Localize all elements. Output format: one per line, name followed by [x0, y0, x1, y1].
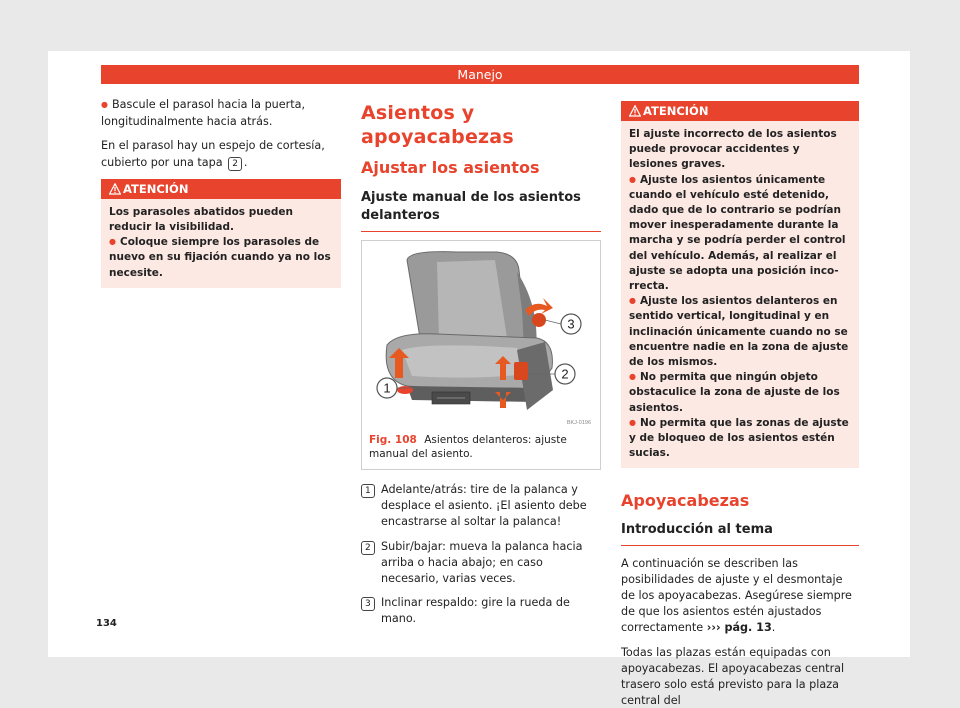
instruction-bullet: ● Bascule el parasol hacia la puerta, longitudinalmente hacia atrás.: [101, 97, 341, 130]
section-title: Apoyacabezas: [621, 491, 750, 511]
warning-intro: El ajuste incorrecto de los asientos puede provocar accidentes y lesiones graves.: [629, 128, 837, 171]
callout-2: 2: [560, 366, 569, 382]
warning-triangle-icon: [109, 183, 121, 195]
step-item: [361, 595, 601, 627]
column-middle: [361, 101, 601, 636]
paragraph-text: En el parasol hay un espejo de cortesía, cubierto por una tapa: [101, 139, 325, 169]
column-left: [101, 97, 341, 288]
figure-code: BKJ-0196: [566, 420, 591, 426]
figure-box: [361, 240, 601, 470]
paragraph-mirror: [101, 138, 341, 170]
callout-badge: 2: [228, 157, 242, 171]
section-header: Manejo: [101, 65, 859, 84]
subsection-title: Introducción al tema: [621, 522, 859, 545]
warning-bullet: ● No permita que ningún objeto obstaculice la zona de ajuste de los asientos.: [629, 370, 851, 416]
warning-body: [621, 121, 859, 468]
warning-triangle-icon: [629, 105, 641, 117]
step-item: [361, 539, 601, 588]
warning-box: [621, 101, 859, 468]
section-title: Ajustar los asientos: [361, 158, 540, 177]
paragraph-text: A continuación se describen las posibilidades de ajuste y el desmontaje de los apoyacabezas. Asegúrese siempre de que los asientos estén ajustados correctamente: [621, 556, 852, 635]
step-number: 2: [361, 541, 375, 555]
warning-bullet: ● Ajuste los asientos únicamente cuando el vehículo esté detenido, dado que de lo contrario se podrían mover inesperadamente durante la marcha y se podría perder el control del vehículo. Además, al realizar el ajuste se adopta una posición incorrecta.: [629, 173, 851, 295]
page-number: 134: [96, 618, 117, 629]
subsection-title: Ajuste manual de los asientos delanteros: [361, 189, 601, 232]
paragraph-text-end: .: [771, 621, 776, 635]
warning-bullet: ● Ajuste los asientos delanteros en sentido vertical, longitudinal y en inclinación únicamente cuando no se encuentre nadie en la zona de ajuste de los mismos.: [629, 294, 851, 370]
warning-box: [101, 179, 341, 288]
warning-bullet: ● No permita que las zonas de ajuste y de bloqueo de los asientos estén sucias.: [629, 416, 851, 462]
step-number: 3: [361, 597, 375, 611]
step-text: Inclinar respaldo: gire la rueda de mano.: [381, 596, 570, 626]
warning-header: [621, 101, 859, 121]
step-text: Adelante/atrás: tire de la palanca y desplace el asiento. ¡El asiento debe encastrarse al soltar la palanca!: [381, 483, 587, 529]
page-reference-link[interactable]: ››› pág. 13: [706, 621, 772, 635]
step-number: 1: [361, 484, 375, 498]
callout-3: 3: [566, 316, 575, 332]
step-item: [361, 482, 601, 531]
chapter-title: Asientos y apoyacabezas: [361, 102, 514, 148]
warning-body: [101, 199, 341, 288]
paragraph-text-end: .: [243, 155, 248, 169]
paragraph-text: Todas las plazas están equipadas con apoyacabezas. El apoyacabezas central trasero solo está previsto para la plaza central del: [621, 645, 845, 708]
figure-label: Fig. 108: [369, 434, 417, 446]
seat-illustration: [367, 250, 596, 428]
paragraph-intro: [621, 556, 859, 637]
figure-caption: [362, 428, 600, 469]
warning-header: [101, 179, 341, 199]
warning-bullet: ● Coloque siempre los parasoles de nuevo en su fijación cuando ya no los necesite.: [109, 235, 333, 281]
column-right: [621, 101, 859, 708]
callout-1: 1: [382, 380, 391, 396]
warning-title: ATENCIÓN: [643, 104, 709, 118]
warning-title: ATENCIÓN: [123, 181, 189, 196]
warning-line: Los parasoles abatidos pueden reducir la visibilidad.: [109, 205, 293, 234]
figure-caption-text: Asientos delanteros: ajuste manual del asiento.: [369, 434, 567, 460]
step-text: Subir/bajar: mueva la palanca hacia arriba o hacia abajo; en caso necesario, varias veces.: [381, 539, 583, 586]
